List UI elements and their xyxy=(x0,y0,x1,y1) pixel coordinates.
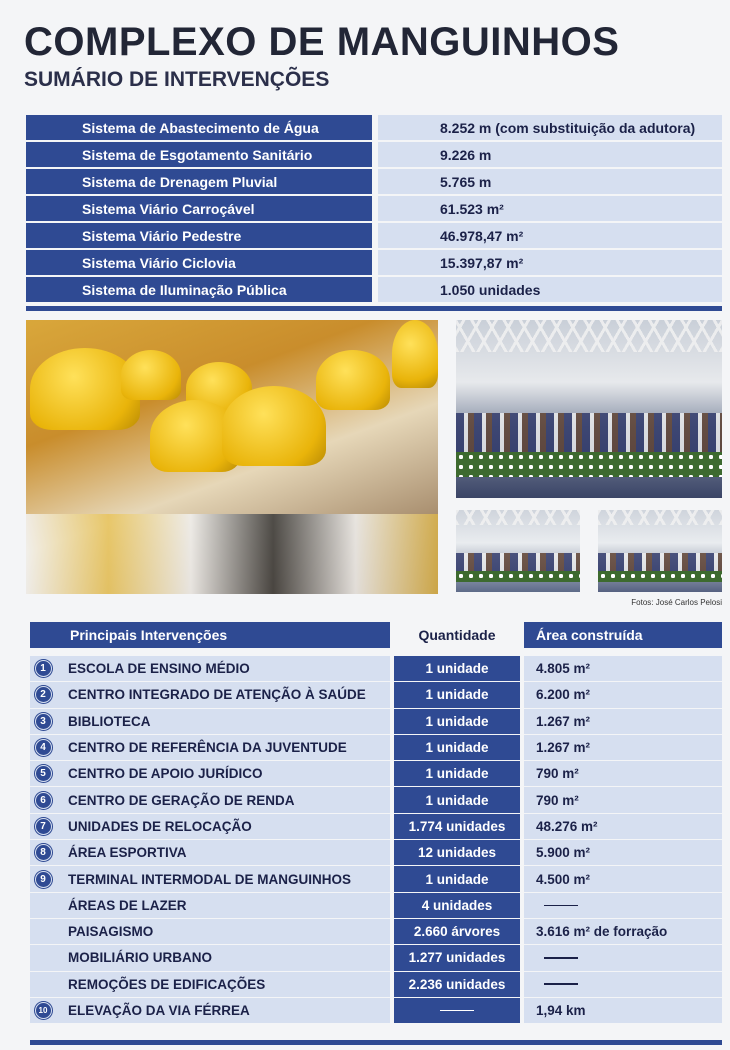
summary-label: Sistema de Esgotamento Sanitário xyxy=(26,142,372,169)
row-area: 5.900 m² xyxy=(524,840,722,866)
row-number-badge: 4 xyxy=(35,739,52,756)
header-quantity: Quantidade xyxy=(418,627,496,643)
table-row xyxy=(30,919,722,945)
row-name: ÁREAS DE LAZER xyxy=(68,897,187,913)
summary-row xyxy=(26,142,722,169)
row-quantity: 12 unidades xyxy=(394,840,520,866)
row-quantity: 2.236 unidades xyxy=(394,972,520,998)
row-quantity: 1 unidade xyxy=(394,787,520,813)
row-number-badge: 6 xyxy=(35,792,52,809)
empty-dash xyxy=(544,905,578,907)
row-quantity: 1 unidade xyxy=(394,735,520,761)
row-number-badge: 7 xyxy=(35,818,52,835)
interventions-table-header xyxy=(30,622,722,648)
row-name: MOBILIÁRIO URBANO xyxy=(68,950,212,966)
summary-row xyxy=(26,169,722,196)
summary-label: Sistema Viário Pedestre xyxy=(26,223,372,250)
table-row xyxy=(30,893,722,919)
table-row xyxy=(30,761,722,787)
summary-value: 61.523 m² xyxy=(378,196,722,223)
row-name: TERMINAL INTERMODAL DE MANGUINHOS xyxy=(68,871,351,887)
row-name: PAISAGISMO xyxy=(68,924,154,940)
summary-row xyxy=(26,250,722,277)
table-row xyxy=(30,866,722,892)
row-name: REMOÇÕES DE EDIFICAÇÕES xyxy=(68,976,266,992)
table-row xyxy=(30,972,722,998)
summary-label: Sistema de Abastecimento de Água xyxy=(26,115,372,142)
summary-row xyxy=(26,277,722,304)
row-quantity: 2.660 árvores xyxy=(394,919,520,945)
summary-row xyxy=(26,115,722,142)
row-quantity: 1 unidade xyxy=(394,709,520,735)
empty-dash xyxy=(440,1010,474,1012)
empty-dash xyxy=(544,957,578,959)
row-name: BIBLIOTECA xyxy=(68,713,151,729)
row-area: 1,94 km xyxy=(524,998,722,1024)
workers-helmets-photo xyxy=(26,320,438,594)
table-row xyxy=(30,682,722,708)
row-number-badge: 5 xyxy=(35,765,52,782)
row-area: 790 m² xyxy=(524,761,722,787)
row-name: CENTRO DE APOIO JURÍDICO xyxy=(68,766,263,782)
table-row xyxy=(30,945,722,971)
row-area xyxy=(524,945,722,971)
ceremony-photo-small-right xyxy=(598,510,722,592)
row-quantity: 1.277 unidades xyxy=(394,945,520,971)
row-quantity: 4 unidades xyxy=(394,893,520,919)
summary-row xyxy=(26,196,722,223)
ceremony-stage-photo xyxy=(456,320,722,498)
interventions-table xyxy=(30,656,722,1024)
summary-value: 15.397,87 m² xyxy=(378,250,722,277)
table-row xyxy=(30,735,722,761)
header-interventions: Principais Intervenções xyxy=(30,622,390,648)
row-quantity xyxy=(394,998,520,1024)
row-area: 48.276 m² xyxy=(524,814,722,840)
summary-label: Sistema Viário Ciclovia xyxy=(26,250,372,277)
photo-credit: Fotos: José Carlos Pelosi xyxy=(631,598,722,607)
row-area: 790 m² xyxy=(524,787,722,813)
row-area: 4.500 m² xyxy=(524,866,722,892)
row-quantity: 1.774 unidades xyxy=(394,814,520,840)
row-number-badge: 9 xyxy=(35,871,52,888)
row-area: 4.805 m² xyxy=(524,656,722,682)
row-area: 1.267 m² xyxy=(524,709,722,735)
row-area: 1.267 m² xyxy=(524,735,722,761)
table-row xyxy=(30,840,722,866)
table-row xyxy=(30,787,722,813)
row-number-badge: 1 xyxy=(35,660,52,677)
summary-divider xyxy=(26,306,722,311)
row-name: CENTRO DE GERAÇÃO DE RENDA xyxy=(68,792,295,808)
row-quantity: 1 unidade xyxy=(394,866,520,892)
row-quantity: 1 unidade xyxy=(394,682,520,708)
table-row xyxy=(30,814,722,840)
row-area xyxy=(524,972,722,998)
summary-value: 5.765 m xyxy=(378,169,722,196)
row-number-badge: 2 xyxy=(35,686,52,703)
page-title: COMPLEXO DE MANGUINHOS xyxy=(24,20,620,64)
row-name: ESCOLA DE ENSINO MÉDIO xyxy=(68,661,250,677)
page-subtitle: SUMÁRIO DE INTERVENÇÕES xyxy=(24,68,330,91)
row-name: ELEVAÇÃO DA VIA FÉRREA xyxy=(68,1003,250,1018)
summary-label: Sistema de Iluminação Pública xyxy=(26,277,372,304)
row-quantity: 1 unidade xyxy=(394,656,520,682)
ceremony-photo-small-left xyxy=(456,510,580,592)
row-name: UNIDADES DE RELOCAÇÃO xyxy=(68,818,252,834)
summary-value: 8.252 m (com substituição da adutora) xyxy=(378,115,722,142)
row-number-badge: 3 xyxy=(35,713,52,730)
row-area: 3.616 m² de forração xyxy=(524,919,722,945)
empty-dash xyxy=(544,983,578,985)
table-row xyxy=(30,656,722,682)
summary-value: 9.226 m xyxy=(378,142,722,169)
summary-row xyxy=(26,223,722,250)
row-name: ÁREA ESPORTIVA xyxy=(68,845,187,861)
row-area: 6.200 m² xyxy=(524,682,722,708)
summary-label: Sistema de Drenagem Pluvial xyxy=(26,169,372,196)
summary-value: 46.978,47 m² xyxy=(378,223,722,250)
summary-value: 1.050 unidades xyxy=(378,277,722,304)
table-divider xyxy=(30,1040,722,1045)
row-name: CENTRO DE REFERÊNCIA DA JUVENTUDE xyxy=(68,740,347,756)
row-quantity: 1 unidade xyxy=(394,761,520,787)
row-area xyxy=(524,893,722,919)
header-area: Área construída xyxy=(524,622,722,648)
table-row xyxy=(30,709,722,735)
summary-table xyxy=(26,115,722,304)
row-number-badge: 8 xyxy=(35,844,52,861)
row-name: CENTRO INTEGRADO DE ATENÇÃO À SAÚDE xyxy=(68,687,366,703)
summary-label: Sistema Viário Carroçável xyxy=(26,196,372,223)
row-number-badge: 10 xyxy=(35,1002,52,1019)
table-row xyxy=(30,998,722,1024)
